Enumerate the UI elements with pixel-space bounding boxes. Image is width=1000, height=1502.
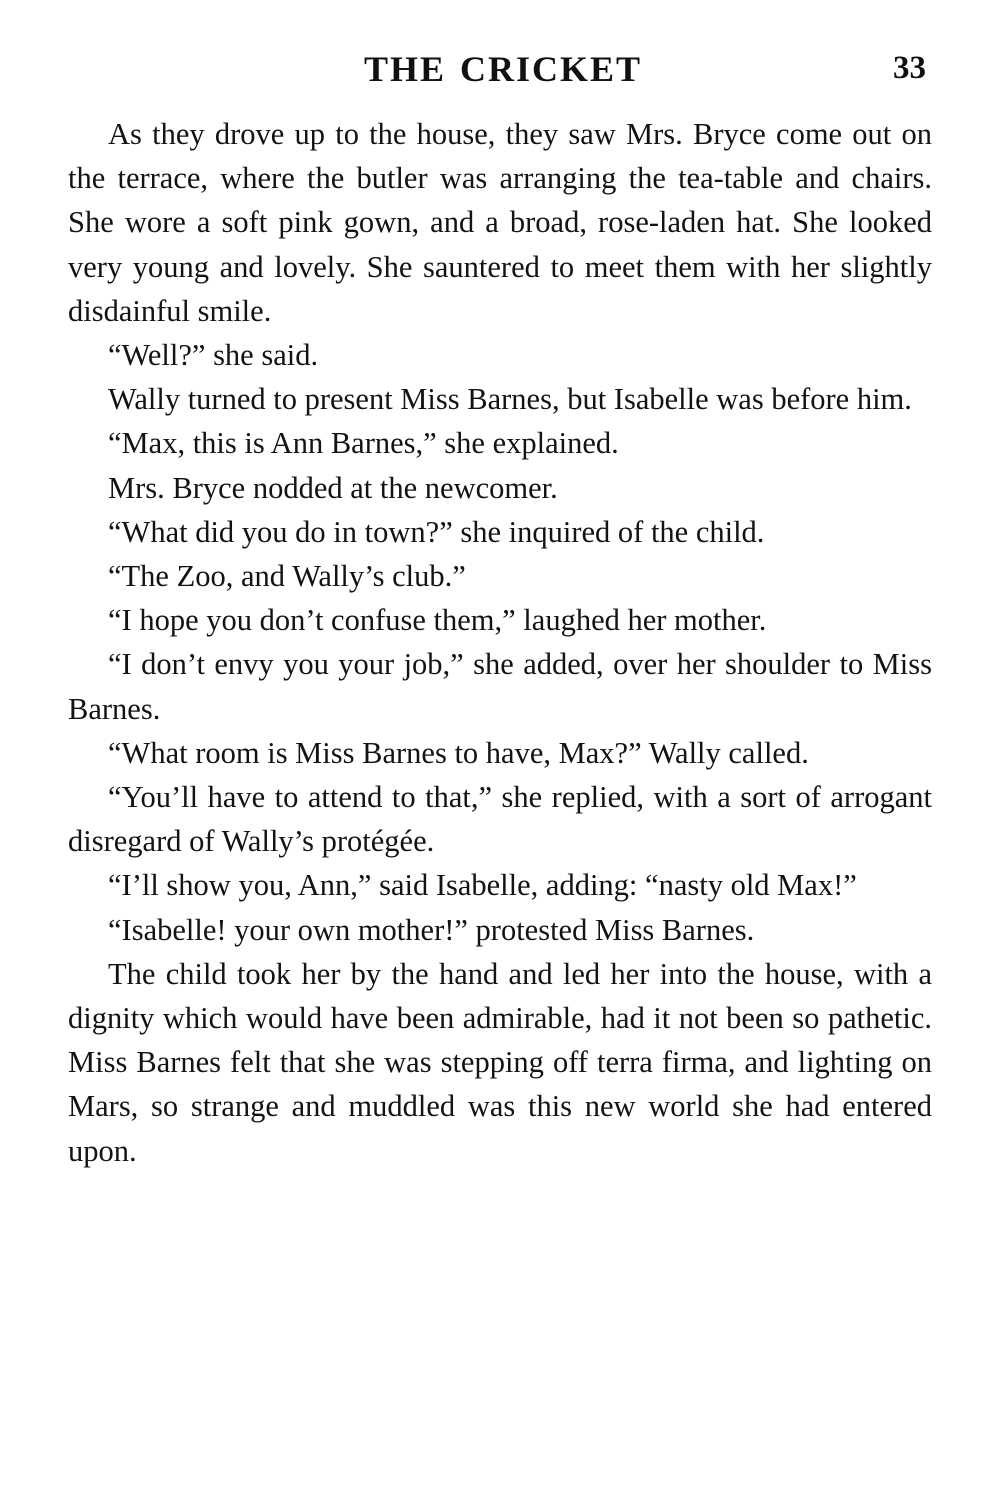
paragraph: “You’ll have to attend to that,” she replied, with a sort of arrogant disregard of Wally’s protégée. — [68, 780, 932, 859]
paragraph: As they drove up to the house, they saw Mrs. Bryce come out on the terrace, where the butler was arranging the tea-table and chairs. She wore a soft pink gown, and a broad, rose-laden hat. She looked very young and lovely. She sauntered to meet them with her slightly disdainful smile. — [68, 117, 932, 328]
paragraph: “I don’t envy you your job,” she added, over her shoulder to Miss Barnes. — [68, 647, 932, 726]
page-number: 33 — [893, 50, 926, 86]
paragraph: “What did you do in town?” she inquired of the child. — [108, 514, 765, 549]
paragraph: “I’ll show you, Ann,” said Isabelle, adding: “nasty old Max!” — [108, 868, 857, 903]
running-head: THE CRICKET — [363, 49, 643, 89]
paragraph: Mrs. Bryce nodded at the newcomer. — [108, 470, 558, 505]
page-header — [68, 48, 932, 106]
paragraph: “Max, this is Ann Barnes,” she explained. — [108, 426, 619, 461]
paragraph: “The Zoo, and Wally’s club.” — [108, 559, 466, 594]
paragraph: “What room is Miss Barnes to have, Max?” Wally called. — [108, 735, 809, 770]
paragraph: The child took her by the hand and led her into the house, with a dignity which would have been admirable, had it not been so pathetic. Miss Barnes felt that she was stepping off terra firma, and lighting on Mars, so strange and muddled was this new world she had entered upon. — [68, 956, 932, 1168]
paragraph: “I hope you don’t confuse them,” laughed her mother. — [108, 603, 767, 638]
paragraph: “Isabelle! your own mother!” protested Miss Barnes. — [108, 912, 755, 947]
page-body — [68, 112, 932, 1173]
paragraph: “Well?” she said. — [108, 338, 319, 373]
paragraph: Wally turned to present Miss Barnes, but Isabelle was before him. — [108, 382, 912, 417]
